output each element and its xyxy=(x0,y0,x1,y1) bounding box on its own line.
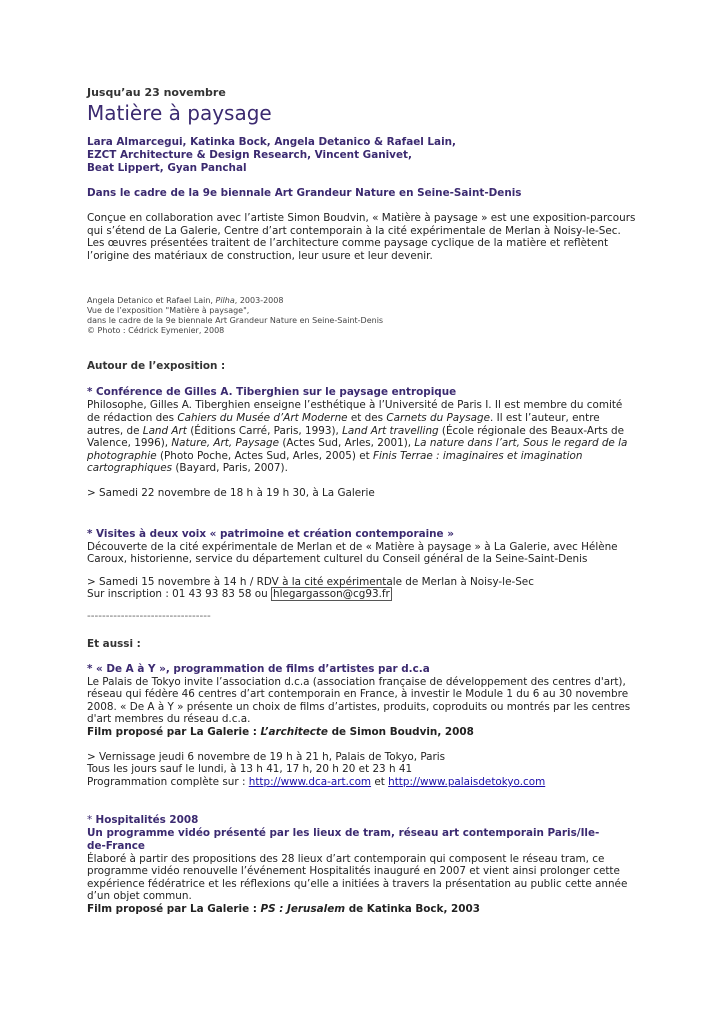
conference-line xyxy=(87,450,647,463)
book-title: photographie xyxy=(87,449,157,462)
caption-work-title: Pilha xyxy=(215,296,235,306)
dca-line: réseau qui fédère 46 centres d’art contemporain en France, à investir le Module 1 du 6 au 30 novembre xyxy=(87,688,629,701)
text-span: (Bayard, Paris, 2007). xyxy=(172,462,288,475)
exhibition-title: Matière à paysage xyxy=(87,101,272,125)
book-title: La nature dans l’art, Sous le regard de la xyxy=(414,437,628,450)
intro-paragraph xyxy=(87,212,647,262)
separator-line: --------------------------------- xyxy=(87,609,211,622)
photo-caption xyxy=(87,296,647,336)
dca-line: d'art membres du réseau d.c.a. xyxy=(87,713,251,726)
book-title: Land Art xyxy=(142,424,187,437)
dca-schedule: Tous les jours sauf le lundi, à 13 h 41, 17 h, 20 h 20 et 23 h 41 xyxy=(87,763,413,776)
book-title: Land Art travelling xyxy=(342,424,439,437)
intro-line: Les œuvres présentées traitent de l’architecture comme paysage cyclique de la matière et reflètent xyxy=(87,237,609,250)
visits-line: Découverte de la cité expérimentale de Merlan et de « Matière à paysage » à La Galerie, avec Hélène xyxy=(87,540,618,553)
also-heading: Et aussi : xyxy=(87,637,141,650)
conference-date: > Samedi 22 novembre de 18 h à 19 h 30, à La Galerie xyxy=(87,486,375,499)
dca-text xyxy=(87,676,647,726)
artists-line: EZCT Architecture & Design Research, Vincent Ganivet, xyxy=(87,149,412,161)
hospitalites-title xyxy=(87,814,647,827)
intro-line: qui s’étend de La Galerie, Centre d’art contemporain à la cité expérimentale de Merlan à Noisy-le-Sec. xyxy=(87,224,621,237)
conference-line xyxy=(87,437,647,450)
hospitalites-heading: Hospitalités 2008 xyxy=(95,813,199,826)
text-span: (École régionale des Beaux-Arts de xyxy=(438,424,625,437)
film-title: L’architecte xyxy=(260,725,328,738)
hospitalites-film xyxy=(87,903,647,916)
subtitle-line: de-France xyxy=(87,839,145,852)
hospitalites-line: programme vidéo renouvelle l’événement Hospitalités inauguré en 2007 et vient ainsi prolonger cette xyxy=(87,865,620,878)
text-span: Sur inscription : 01 43 93 83 58 ou xyxy=(87,588,271,601)
artists-list xyxy=(87,136,647,175)
around-heading: Autour de l’exposition : xyxy=(87,360,226,373)
conference-title: * Conférence de Gilles A. Tiberghien sur le paysage entropique xyxy=(87,386,457,399)
book-title: Finis Terrae : imaginaires et imagination xyxy=(372,449,583,462)
text-span: de rédaction des xyxy=(87,411,178,424)
text-span: Programmation complète sur : xyxy=(87,776,249,789)
palais-de-tokyo-link[interactable]: http://www.palaisdetokyo.com xyxy=(388,776,546,789)
caption-line: Vue de l’exposition "Matière à paysage", xyxy=(87,306,250,316)
intro-line: l’origine des matériaux de construction, leur usure et leur devenir. xyxy=(87,249,433,262)
visits-text xyxy=(87,541,647,566)
subtitle-line: Un programme vidéo présenté par les lieux de tram, réseau art contemporain Paris/Ile- xyxy=(87,826,600,839)
visits-line: Caroux, historienne, service du département culturel du Conseil général de la Seine-Saint-Denis xyxy=(87,553,588,566)
conference-line xyxy=(87,425,647,438)
hospitalites-line: d’un objet commun. xyxy=(87,890,192,903)
text-span: (Actes Sud, Arles, 2001), xyxy=(279,437,415,450)
book-title: Nature, Art, Paysage xyxy=(171,437,280,450)
book-title: cartographiques xyxy=(87,462,173,475)
visits-title: * Visites à deux voix « patrimoine et création contemporaine » xyxy=(87,527,454,540)
text-span: Film proposé par La Galerie : xyxy=(87,725,261,738)
visits-inscription xyxy=(87,588,647,601)
hospitalites-text xyxy=(87,853,647,903)
text-span: de Katinka Bock, 2003 xyxy=(345,903,480,916)
hospitalites-line: Élaboré à partir des propositions des 28 lieux d’art contemporain qui composent le réseau tram, ce xyxy=(87,852,605,865)
text-span: (Photo Poche, Actes Sud, Arles, 2005) et xyxy=(156,449,373,462)
dca-title: * « De A à Y », programmation de films d’artistes par d.c.a xyxy=(87,662,430,675)
text-span: autres, de xyxy=(87,424,143,437)
conference-line: Philosophe, Gilles A. Tiberghien enseigne l’esthétique à l’Université de Paris I. Il est membre du comité xyxy=(87,399,623,412)
visits-date: > Samedi 15 novembre à 14 h / RDV à la cité expérimentale de Merlan à Noisy-le-Sec xyxy=(87,575,534,588)
text-span: Film proposé par La Galerie : xyxy=(87,903,261,916)
text-span: et xyxy=(371,776,389,789)
artists-line: Beat Lippert, Gyan Panchal xyxy=(87,162,247,174)
caption-text: Angela Detanico et Rafael Lain, xyxy=(87,296,216,306)
exhibition-date: Jusqu’au 23 novembre xyxy=(87,86,226,99)
text-span: . Il est l’auteur, entre xyxy=(490,411,600,424)
email-link[interactable]: hlegargasson@cg93.fr xyxy=(273,588,390,601)
dca-programme xyxy=(87,776,647,789)
dca-film xyxy=(87,726,647,739)
dca-info xyxy=(87,751,647,789)
caption-line: © Photo : Cédrick Eymenier, 2008 xyxy=(87,326,225,336)
visits-info xyxy=(87,576,647,601)
intro-line: Conçue en collaboration avec l’artiste Simon Boudvin, « Matière à paysage » est une exposition-parcours xyxy=(87,212,636,224)
artists-line: Lara Almarcegui, Katinka Bock, Angela Detanico & Rafael Lain, xyxy=(87,136,456,148)
film-title: PS : Jerusalem xyxy=(260,903,346,916)
text-span: * xyxy=(87,813,96,826)
book-title: Cahiers du Musée d’Art Moderne xyxy=(177,411,348,424)
dca-date: > Vernissage jeudi 6 novembre de 19 h à 21 h, Palais de Tokyo, Paris xyxy=(87,750,446,763)
biennale-context: Dans le cadre de la 9e biennale Art Grandeur Nature en Seine-Saint-Denis xyxy=(87,187,522,199)
hospitalites-line: expérience fédératrice et les réflexions qu’elle a initiées à travers la présentation au public cette année xyxy=(87,877,628,890)
caption-line: dans le cadre de la 9e biennale Art Grandeur Nature en Seine-Saint-Denis xyxy=(87,316,384,326)
text-span: Valence, 1996), xyxy=(87,437,172,450)
hospitalites-subtitle xyxy=(87,827,647,853)
document-page xyxy=(87,86,647,916)
caption-line xyxy=(87,296,647,306)
conference-text xyxy=(87,399,647,475)
dca-link[interactable]: http://www.dca-art.com xyxy=(248,776,372,789)
book-title: Carnets du Paysage xyxy=(386,411,491,424)
dca-line: Le Palais de Tokyo invite l’association d.c.a (association française de développement des centres d'art), xyxy=(87,675,626,688)
caption-text: , 2003-2008 xyxy=(234,296,284,306)
text-span: (Éditions Carré, Paris, 1993), xyxy=(186,424,343,437)
text-span: de Simon Boudvin, 2008 xyxy=(327,725,474,738)
text-span: et des xyxy=(347,411,387,424)
conference-line xyxy=(87,462,647,475)
dca-line: 2008. « De A à Y » présente un choix de films d’artistes, produits, coproduits ou montrés par les centres xyxy=(87,700,631,713)
conference-line xyxy=(87,412,647,425)
